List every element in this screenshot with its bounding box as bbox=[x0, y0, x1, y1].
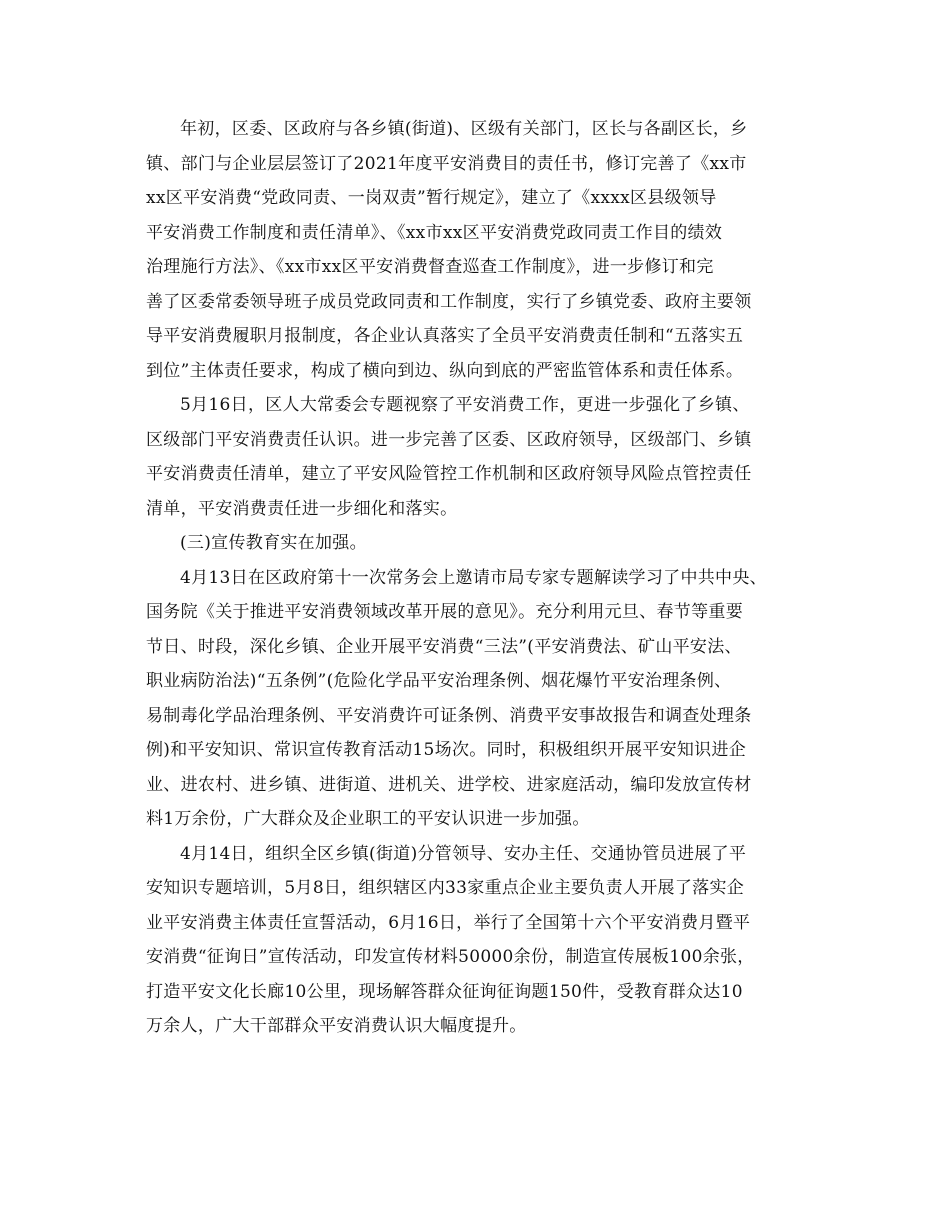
paragraph-line: 4月13日在区政府第十一次常务会上邀请市局专家专题解读学习了中共中央、 bbox=[180, 567, 767, 588]
paragraph-line: 业、进农村、进乡镇、进街道、进机关、进学校、进家庭活动，编印发放宣传材 bbox=[146, 774, 752, 795]
paragraph-line: 职业病防治法)“五条例”(危险化学品平安治理条例、烟花爆竹平安治理条例、 bbox=[146, 671, 732, 691]
paragraph-line: 平安消费责任清单，建立了平安风险管控工作机制和区政府领导风险点管控责任 bbox=[146, 464, 752, 484]
paragraph-line: 善了区委常委领导班子成员党政同责和工作制度，实行了乡镇党委、政府主要领 bbox=[146, 291, 752, 312]
paragraph-line: 年初，区委、区政府与各乡镇(街道)、区级有关部门，区长与各副区长，乡 bbox=[180, 119, 748, 139]
paragraph-line: 国务院《关于推进平安消费领域改革开展的意见》。充分利用元旦、春节等重要 bbox=[146, 602, 743, 622]
paragraph-line: 导平安消费履职月报制度，各企业认真落实了全员平安消费责任制和“五落实五 bbox=[146, 326, 744, 346]
paragraph-line: 区级部门平安消费责任认识。进一步完善了区委、区政府领导，区级部门、乡镇 bbox=[146, 429, 752, 450]
paragraph-line: 镇、部门与企业层层签订了2021年度平安消费目的责任书，修订完善了《xx市 bbox=[146, 153, 747, 174]
document-body bbox=[146, 112, 826, 1044]
paragraph-line: 节日、时段，深化乡镇、企业开展平安消费“三法”(平安消费法、矿山平安法、 bbox=[146, 636, 742, 657]
paragraph-line: 业平安消费主体责任宣誓活动，6月16日，举行了全国第十六个平安消费月暨平 bbox=[146, 912, 751, 933]
paragraph-line: 例)和平安知识、常识宣传教育活动15场次。同时，积极组织开展平安知识进企 bbox=[146, 740, 747, 760]
paragraph-line: xx区平安消费“党政同责、一岗双责”暂行规定》，建立了《xxxx区县级领导 bbox=[146, 188, 717, 208]
paragraph-line: 清单，平安消费责任进一步细化和落实。 bbox=[146, 498, 458, 519]
paragraph-line: 易制毒化学品治理条例、平安消费许可证条例、消费平安事故报告和调查处理条 bbox=[146, 705, 752, 726]
paragraph-line: 安知识专题培训，5月8日，组织辖区内33家重点企业主要负责人开展了落实企 bbox=[146, 878, 745, 898]
paragraph-line: 万余人，广大干部群众平安消费认识大幅度提升。 bbox=[146, 1016, 527, 1036]
section-heading: (三)宣传教育实在加强。 bbox=[180, 533, 367, 553]
paragraph-line: 料1万余份，广大群众及企业职工的平安认识进一步加强。 bbox=[146, 809, 590, 829]
paragraph-line: 治理施行方法》、《xx市xx区平安消费督查巡查工作制度》，进一步修订和完 bbox=[146, 257, 714, 277]
paragraph-line: 平安消费工作制度和责任清单》、《xx市xx区平安消费党政同责工作目的绩效 bbox=[146, 222, 723, 243]
paragraph-line: 4月14日，组织全区乡镇(街道)分管领导、安办主任、交通协管员进展了平 bbox=[180, 843, 747, 864]
paragraph-line: 打造平安文化长廊10公里，现场解答群众征询征询题150件，受教育群众达10 bbox=[146, 981, 743, 1002]
paragraph-line: 安消费“征询日”宣传活动，印发宣传材料50000余份，制造宣传展板100余张， bbox=[146, 947, 755, 967]
paragraph-line: 5月16日，区人大常委会专题视察了平安消费工作，更进一步强化了乡镇、 bbox=[180, 395, 750, 415]
paragraph-line: 到位”主体责任要求，构成了横向到边、纵向到底的严密监管体系和责任体系。 bbox=[146, 360, 744, 381]
